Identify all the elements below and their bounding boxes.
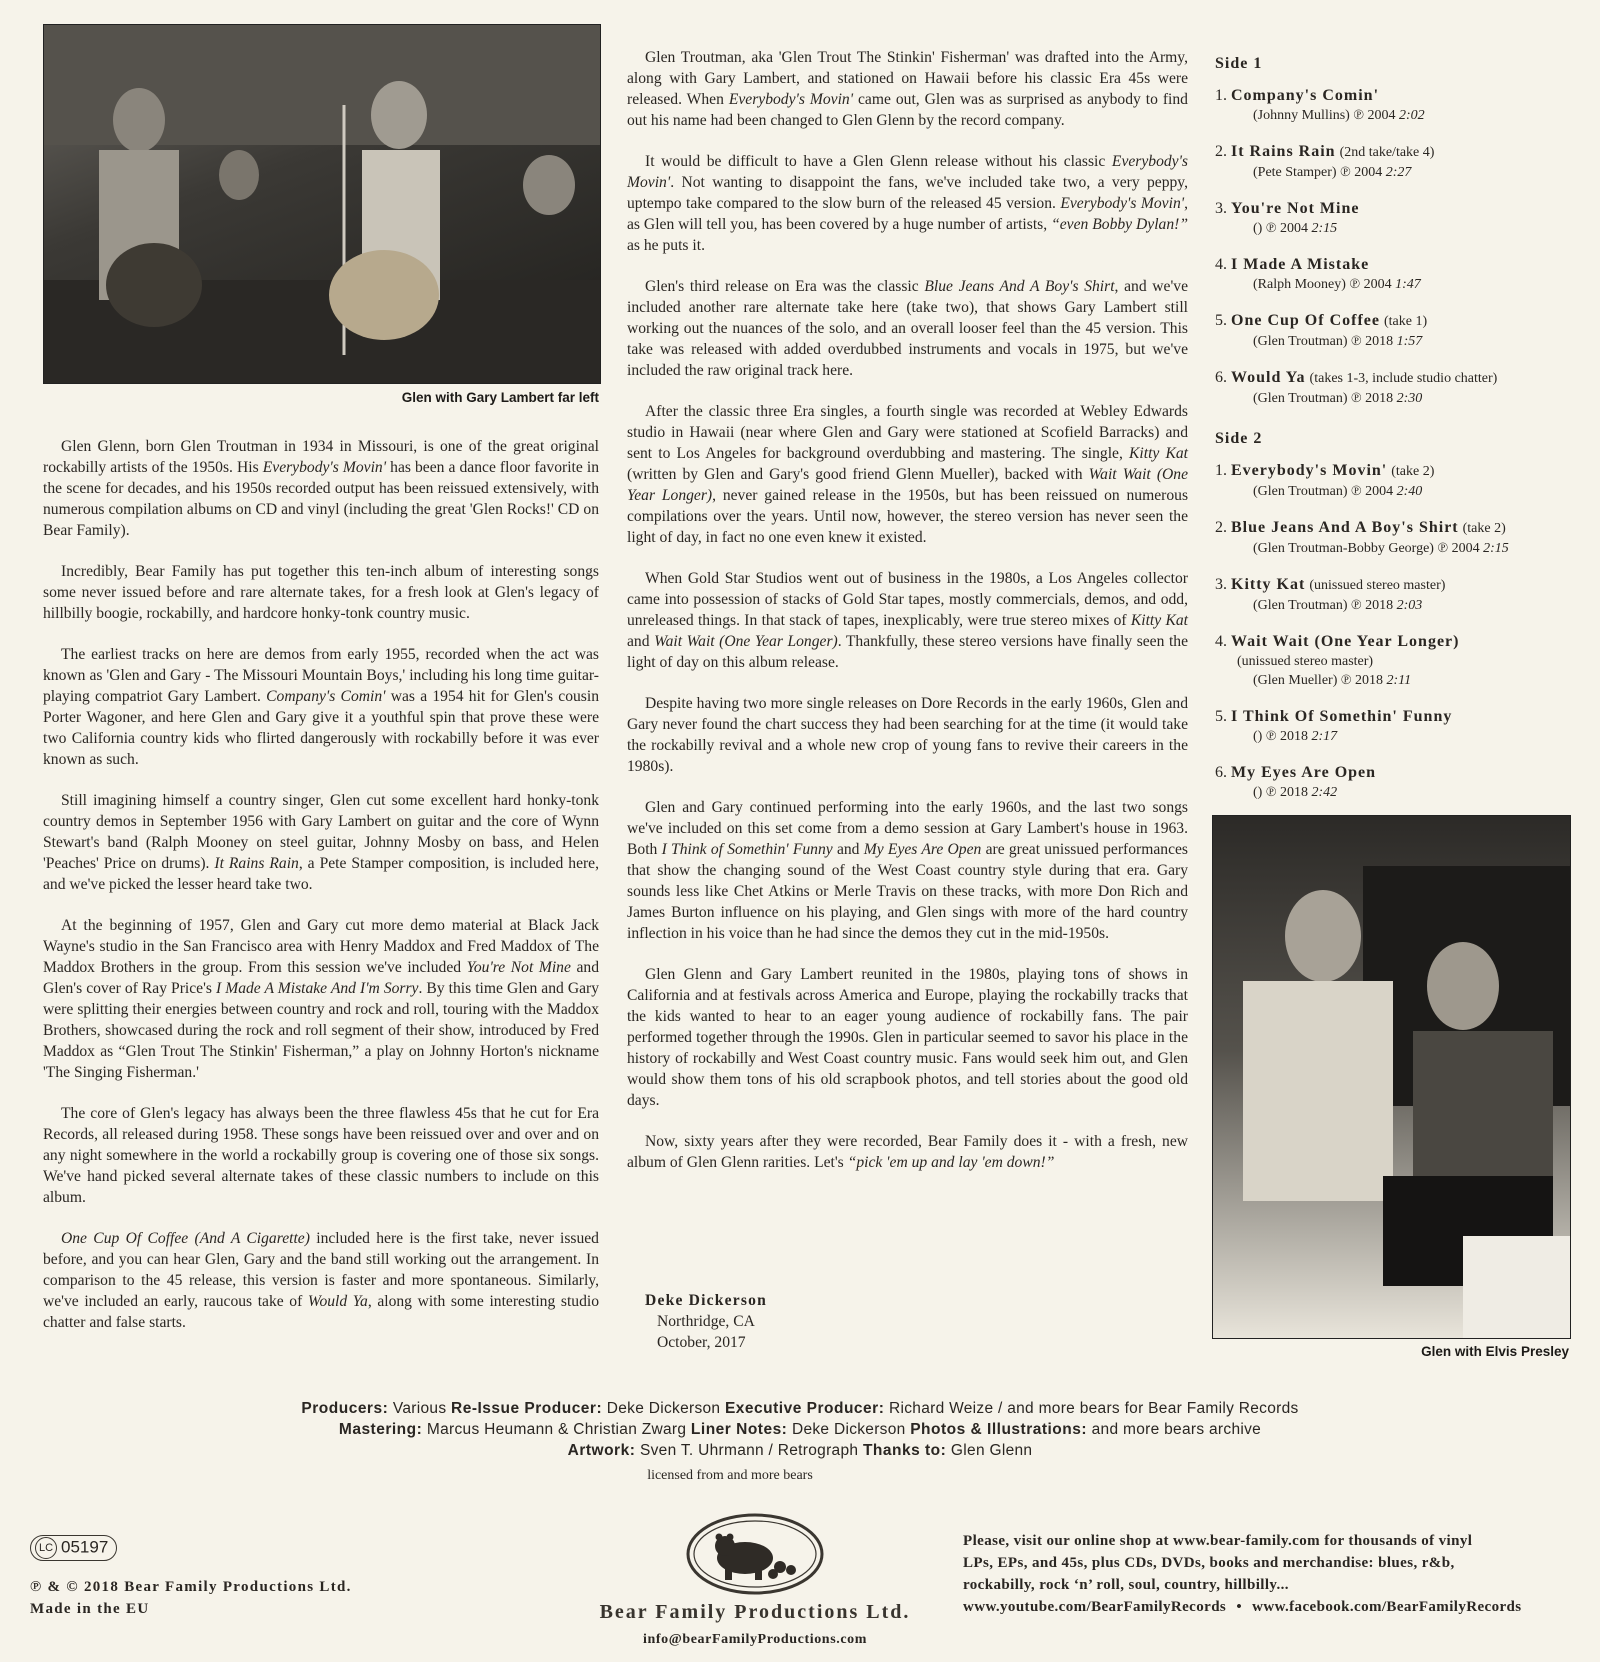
track-credit: (Glen Troutman) — [1253, 484, 1348, 499]
track-duration: 2:30 — [1396, 391, 1423, 406]
bear-logo-icon — [685, 1512, 825, 1596]
paragraph: Incredibly, Bear Family has put together this ten-inch album of interesting songs some never issued before and rare alternate takes, for a fresh look at Glen's legacy of hillbilly boogie, rockabilly, and hardcore honky-tonk country music. — [43, 563, 599, 622]
track-duration: 2:27 — [1385, 165, 1412, 180]
track-number: 4. — [1215, 256, 1227, 273]
credit-name: Glen Glenn — [950, 1442, 1033, 1459]
track-extra: (unissued stereo master) — [1237, 654, 1374, 669]
track-number: 1. — [1215, 87, 1227, 104]
track-credit: (Ralph Mooney) — [1253, 277, 1346, 292]
track-number: 6. — [1215, 764, 1227, 781]
paragraph: Now, sixty years after they were recorded, Bear Family does it - with a fresh, new album of Glen Glenn rarities. Let's “pick 'em up and lay 'em down!” — [627, 1133, 1188, 1171]
track-credit: () — [1253, 729, 1263, 744]
credit-name: and more bears archive — [1091, 1421, 1262, 1438]
track-number: 6. — [1215, 369, 1227, 386]
author-city: Northridge, CA — [657, 1313, 755, 1330]
credit-name: Sven T. Uhrmann / Retrograph — [639, 1442, 859, 1459]
credit-role: Liner Notes: — [690, 1421, 788, 1438]
track-duration: 2:40 — [1396, 484, 1423, 499]
track-note: (take 2) — [1462, 521, 1506, 536]
track-year: ℗ 2018 — [1265, 785, 1308, 800]
shop-line-2: LPs, EPs, and 45s, plus CDs, DVDs, books and merchandise: blues, r&b, — [963, 1555, 1455, 1571]
track-credit: (Glen Troutman) — [1253, 391, 1348, 406]
credit-role: Artwork: — [567, 1442, 636, 1459]
track-title: You're Not Mine — [1231, 200, 1360, 217]
track-year: ℗ 2018 — [1265, 729, 1308, 744]
lc-circle: LC — [35, 1537, 57, 1559]
track-title: It Rains Rain — [1231, 143, 1336, 160]
track-note: (takes 1-3, include studio chatter) — [1309, 371, 1498, 386]
label-code-block — [30, 1535, 117, 1561]
lc-number: 05197 — [61, 1537, 109, 1557]
paragraph: At the beginning of 1957, Glen and Gary cut more demo material at Black Jack Wayne's studio in the San Francisco area with Henry Maddox and Fred Maddox of The Maddox Brothers in the group. From this session we've included You're Not Mine and Glen's cover of Ray Price's I Made A Mistake And I'm Sorry. By this time Glen and Gary were splitting their energies between country and rock and roll, touring with the Maddox Brothers, showcased during the rock and roll segment of their show, introduced by Fred Maddox as “Glen Trout The Stinkin' Fisherman,” a play on Johnny Horton's nickname 'The Singing Fisherman.' — [43, 917, 599, 1081]
track-credit: (Johnny Mullins) — [1253, 108, 1350, 123]
credit-role: Re-Issue Producer: — [451, 1400, 603, 1417]
credit-name: Richard Weize / and more bears for Bear Family Records — [888, 1400, 1299, 1417]
track-duration: 1:57 — [1396, 334, 1423, 349]
track-item — [1215, 706, 1585, 746]
track-duration: 2:02 — [1398, 108, 1425, 123]
shop-line-3: rockabilly, rock ‘n’ roll, soul, country, hillbilly... — [963, 1577, 1289, 1593]
track-number: 5. — [1215, 312, 1227, 329]
credit-role: Producers: — [301, 1400, 389, 1417]
photo-caption-elvis: Glen with Elvis Presley — [1421, 1344, 1569, 1359]
track-title: I Think Of Somethin' Funny — [1231, 708, 1453, 725]
facebook-link[interactable]: www.facebook.com/BearFamilyRecords — [1252, 1599, 1522, 1615]
label-code-badge — [30, 1535, 117, 1561]
track-number: 2. — [1215, 143, 1227, 160]
track-number: 3. — [1215, 576, 1227, 593]
track-title: Everybody's Movin' — [1231, 462, 1388, 479]
copyright-line: ℗ & © 2018 Bear Family Productions Ltd. — [30, 1579, 352, 1595]
paragraph: Glen's third release on Era was the classic Blue Jeans And A Boy's Shirt, and we've included another rare alternate take here (take two), that shows Gary Lambert still working out the nuances of the solo, and an overall looser feel than the 45 version. This take was released with added overdubbed instruments and vocals in 1975, but we've included the raw original track here. — [627, 278, 1188, 379]
track-year: ℗ 2018 — [1351, 391, 1394, 406]
youtube-link[interactable]: www.youtube.com/BearFamilyRecords — [963, 1599, 1227, 1615]
track-title: Blue Jeans And A Boy's Shirt — [1231, 519, 1459, 536]
track-year: ℗ 2004 — [1349, 277, 1392, 292]
copyright-block — [30, 1576, 450, 1620]
credit-name: Deke Dickerson — [791, 1421, 906, 1438]
track-title: Kitty Kat — [1231, 576, 1306, 593]
track-number: 5. — [1215, 708, 1227, 725]
photo-caption-band: Glen with Gary Lambert far left — [401, 390, 599, 405]
track-item — [1215, 254, 1585, 294]
track-item — [1215, 367, 1585, 408]
track-credit: (Glen Troutman) — [1253, 334, 1348, 349]
track-item — [1215, 141, 1585, 182]
track-item — [1215, 460, 1585, 501]
track-item — [1215, 517, 1585, 558]
track-duration: 2:42 — [1311, 785, 1338, 800]
paragraph: One Cup Of Coffee (And A Cigarette) included here is the first take, never issued before, and you can hear Glen, Gary and the band still working out the arrangement. In comparison to the 45 release, this version is faster and more spontaneous. Similarly, we've included an early, raucous take of Would Ya, along with some interesting studio chatter and false starts. — [43, 1230, 600, 1331]
link-separator: • — [1236, 1599, 1242, 1615]
track-item — [1215, 762, 1585, 802]
paragraph: Glen Troutman, aka 'Glen Trout The Stinkin' Fisherman' was drafted into the Army, along with Gary Lambert, and stationed on Hawaii before his classic Era 45s were released. When Everybody's Movin' came out, Glen was as surprised as anybody to find out his name had been changed to Glen Glenn by the record company. — [627, 49, 1188, 129]
track-duration: 2:17 — [1311, 729, 1338, 744]
track-number: 4. — [1215, 633, 1227, 650]
track-note: (take 2) — [1391, 464, 1435, 479]
paragraph: Glen and Gary continued performing into the early 1960s, and the last two songs we've included on this set come from a demo session at Gary Lambert's house in 1963. Both I Think of Somethin' Funny and My Eyes Are Open are great unissued performances that show the changing sound of the West Coast country style during that era. Gary sounds less like Chet Atkins or Merle Travis on these tracks, with more Don Rich and James Burton influence on his playing, and Glen sings with more of the hard country inflection in his voice than he had since the demos they cut in the mid-1950s. — [627, 799, 1188, 942]
credit-name: Various — [392, 1400, 447, 1417]
track-duration: 2:15 — [1311, 221, 1338, 236]
track-item — [1215, 631, 1585, 690]
track-year: ℗ 2004 — [1265, 221, 1308, 236]
paragraph: When Gold Star Studios went out of business in the 1980s, a Los Angeles collector came into possession of stacks of Gold Star tapes, mostly commercials, demos, and odd, unreleased things. In that stack of tapes, inexplicably, were true stereo mixes of Kitty Kat and Wait Wait (One Year Longer). Thankfully, these stereo versions have finally seen the light of day on this album release. — [627, 570, 1189, 671]
track-duration: 2:03 — [1396, 598, 1423, 613]
liner-notes-middle-column — [627, 47, 1188, 1193]
track-item — [1215, 85, 1585, 125]
track-year: ℗ 2004 — [1353, 108, 1396, 123]
credits-line3 — [150, 1440, 1450, 1461]
company-name: Bear Family Productions Ltd. — [599, 1601, 911, 1623]
credit-role: Executive Producer: — [724, 1400, 885, 1417]
track-year: ℗ 2018 — [1340, 673, 1383, 688]
signature-block — [645, 1290, 945, 1353]
tracklist — [1215, 55, 1585, 824]
credit-role: Thanks to: — [862, 1442, 947, 1459]
track-credit: (Glen Troutman) — [1253, 598, 1348, 613]
credits-line2 — [150, 1419, 1450, 1440]
credit-role: Photos & Illustrations: — [910, 1421, 1088, 1438]
side1-heading: Side 1 — [1215, 55, 1263, 72]
social-links — [963, 1596, 1583, 1618]
license-line: licensed from and more bears — [647, 1468, 813, 1483]
track-note: (take 1) — [1383, 314, 1428, 329]
author-date: October, 2017 — [657, 1334, 746, 1351]
paragraph: Despite having two more single releases on Dore Records in the early 1960s, Glen and Gary never found the chart success they had been searching for at the time (it would take the rockabilly revival and a whole new crop of young fans to revive their careers in the 1980s). — [627, 695, 1188, 775]
elvis-photo-illustration — [1213, 816, 1570, 1338]
credits-line1 — [150, 1398, 1450, 1419]
track-credit: () — [1253, 221, 1263, 236]
track-title: Company's Comin' — [1231, 87, 1380, 104]
photo-glen-elvis — [1212, 815, 1571, 1339]
track-duration: 2:11 — [1386, 673, 1412, 688]
liner-notes-left-column — [43, 436, 599, 1353]
track-duration: 1:47 — [1395, 277, 1421, 292]
paragraph: Glen Glenn, born Glen Troutman in 1934 in Missouri, is one of the great original rockabilly artists of the 1950s. His Everybody's Movin' has been a dance floor favorite in the scene for decades, and his 1950s recorded output has been reissued extensively, with numerous compilation albums on CD and vinyl (including the great 'Glen Rocks!' CD on Bear Family). — [43, 438, 599, 539]
credit-name: Marcus Heumann & Christian Zwarg — [426, 1421, 687, 1438]
track-year: ℗ 2004 — [1351, 484, 1394, 499]
credit-name: Deke Dickerson — [606, 1400, 721, 1417]
track-credit: () — [1253, 785, 1263, 800]
track-item — [1215, 310, 1585, 351]
track-credit: (Glen Troutman-Bobby George) — [1253, 541, 1434, 556]
track-credit: (Pete Stamper) — [1253, 165, 1337, 180]
track-number: 2. — [1215, 519, 1227, 536]
track-duration: 2:15 — [1483, 541, 1509, 556]
track-credit: (Glen Mueller) — [1253, 673, 1338, 688]
paragraph: Still imagining himself a country singer, Glen cut some excellent hard honky-tonk country demos in September 1956 with Gary Lambert on guitar and the core of Wynn Stewart's band (Ralph Mooney on steel guitar, Johnny Mosby on bass, and Helen 'Peaches' Price on drums). It Rains Rain, a Pete Stamper composition, is included here, and we've picked the lesser heard take two. — [43, 792, 600, 893]
track-title: Wait Wait (One Year Longer) — [1231, 633, 1460, 650]
company-email[interactable]: info@bearFamilyProductions.com — [642, 1632, 868, 1647]
track-note: (2nd take/take 4) — [1339, 145, 1435, 160]
side1-block — [1215, 55, 1585, 408]
credit-role: Mastering: — [338, 1421, 423, 1438]
production-credits — [150, 1398, 1450, 1461]
track-number: 3. — [1215, 200, 1227, 217]
track-title: I Made A Mistake — [1231, 256, 1370, 273]
author-name: Deke Dickerson — [645, 1292, 768, 1309]
made-in-line: Made in the EU — [30, 1601, 150, 1617]
track-title: My Eyes Are Open — [1231, 764, 1377, 781]
track-title: One Cup Of Coffee — [1231, 312, 1380, 329]
paragraph: After the classic three Era singles, a fourth single was recorded at Webley Edwards studio in Hawaii (near where Glen and Gary were stationed at Scofield Barracks) and sent to Los Angeles for background overdubbing and mastering. The single, Kitty Kat (written by Glen and Gary's good friend Glenn Mueller), backed with Wait Wait (One Year Longer), never gained release in the 1950s, but has been reissued on numerous compilations over the years. Until now, however, the stereo version has never seen the light of day, in fact no one even knew it existed. — [627, 403, 1189, 546]
bear-family-logo — [570, 1512, 940, 1648]
paragraph: Glen Glenn and Gary Lambert reunited in the 1980s, playing tons of shows in California and at festivals across America and Europe, playing the rockabilly tracks that the kids wanted to hear to an eager young audience of rockabilly fans. The pair performed together through the 1990s. Glen in particular seemed to savor his place in the history of rockabilly and West Coast country music. Fans would seek him out, and Glen would show them tons of his old scrapbook photos, and tell stories about the good old days. — [627, 966, 1188, 1109]
shop-line-1: Please, visit our online shop at www.bear-family.com for thousands of vinyl — [963, 1533, 1473, 1549]
side2-block — [1215, 430, 1585, 802]
paragraph: It would be difficult to have a Glen Glenn release without his classic Everybody's Movin'. Not wanting to disappoint the fans, we've included take two, a very peppy, uptempo take compared to the slow burn of the released 45 version. Everybody's Movin', as Glen will tell you, has been covered by a huge number of artists, “even Bobby Dylan!” as he puts it. — [627, 153, 1188, 254]
paragraph: The earliest tracks on here are demos from early 1955, recorded when the act was known as 'Glen and Gary - The Missouri Mountain Boys,' including his long time guitar-playing compatriot Gary Lambert. Company's Comin' was a 1954 hit for Glen's cousin Porter Wagoner, and here Glen and Gary give it a youthful spin that prove these were two California country kids who flirted dangerously with rockabilly before it was ever known as such. — [43, 646, 600, 768]
track-year: ℗ 2018 — [1351, 598, 1394, 613]
side2-heading: Side 2 — [1215, 430, 1263, 447]
track-year: ℗ 2004 — [1340, 165, 1383, 180]
shop-info-block — [963, 1530, 1583, 1618]
track-year: ℗ 2018 — [1351, 334, 1394, 349]
track-item — [1215, 574, 1585, 615]
track-item — [1215, 198, 1585, 238]
track-title: Would Ya — [1231, 369, 1306, 386]
photo-glen-gary-band — [43, 24, 601, 384]
band-photo-illustration — [44, 25, 600, 383]
paragraph: The core of Glen's legacy has always been the three flawless 45s that he cut for Era Records, all released during 1958. These songs have been reissued over and over and on any night somewhere in the world a rockabilly group is covering one of those six songs. We've hand picked several alternate takes of these classic numbers to include on this album. — [43, 1105, 599, 1206]
track-note: (unissued stereo master) — [1309, 578, 1446, 593]
track-year: ℗ 2004 — [1437, 541, 1480, 556]
track-number: 1. — [1215, 462, 1227, 479]
